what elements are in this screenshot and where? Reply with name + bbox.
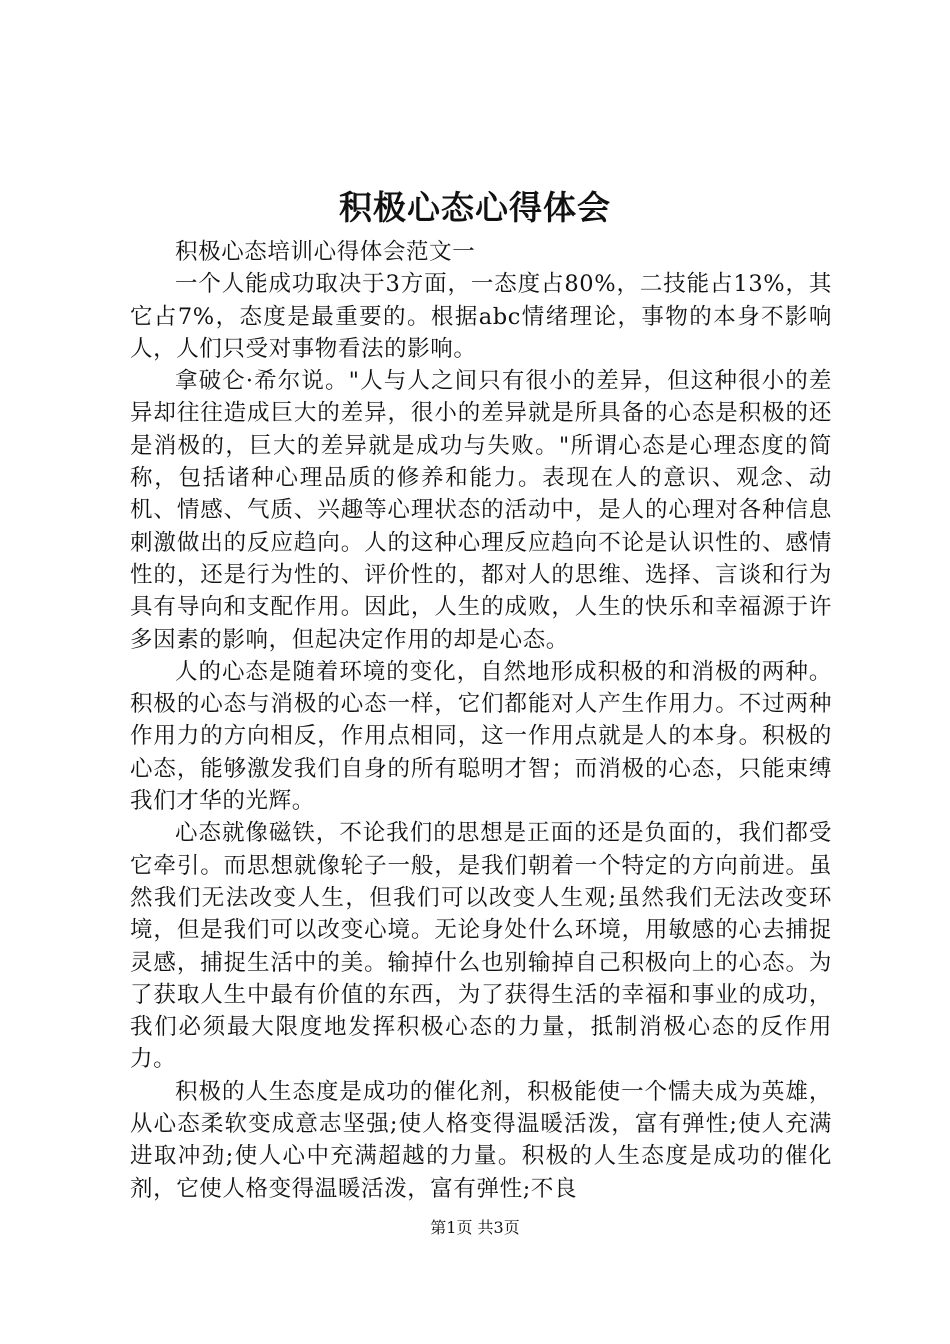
paragraph: 心态就像磁铁，不论我们的思想是正面的还是负面的，我们都受它牵引。而思想就像轮子一般，是我们朝着一个特定的方向前进。虽然我们无法改变人生，但我们可以改变人生观;虽然我们无法改变环境，但是我们可以改变心境。无论身处什么环境，用敏感的心去捕捉灵感，捕捉生活中的美。输掉什么也别输掉自己积极向上的心态。为了获取人生中最有价值的东西，为了获得生活的幸福和事业的成功，我们必须最大限度地发挥积极心态的力量，抵制消极心态的反作用力。: [130, 820, 832, 1073]
paragraph: 积极的人生态度是成功的催化剂，积极能使一个懦夫成为英雄，从心态柔软变成意志坚强;使人格变得温暖活泼，富有弹性;使人充满进取冲劲;使人心中充满超越的力量。积极的人生态度是成功的催化剂，它使人格变得温暖活泼，富有弹性;不良: [130, 1078, 832, 1202]
document-title: 积极心态心得体会: [339, 188, 611, 227]
paragraph-subtitle: 积极心态培训心得体会范文一: [175, 239, 476, 265]
page-number-footer: 第1页 共3页: [430, 1218, 520, 1237]
paragraph: 拿破仑·希尔说。"人与人之间只有很小的差异，但这种很小的差异却往往造成巨大的差异，很小的差异就是所具备的心态是积极的还是消极的，巨大的差异就是成功与失败。"所谓心态是心理态度的简称，包括诸种心理品质的修养和能力。表现在人的意识、观念、动机、情感、气质、兴趣等心理状态的活动中，是人的心理对各种信息刺激做出的反应趋向。人的这种心理反应趋向不论是认识性的、感情性的，还是行为性的、评价性的，都对人的思维、选择、言谈和行为具有导向和支配作用。因此，人生的成败，人生的快乐和幸福源于许多因素的影响，但起决定作用的却是心态。: [130, 368, 832, 653]
document-body: [130, 236, 832, 1205]
paragraph: 人的心态是随着环境的变化，自然地形成积极的和消极的两种。积极的心态与消极的心态一样，它们都能对人产生作用力。不过两种作用力的方向相反，作用点相同，这一作用点就是人的本身。积极的心态，能够激发我们自身的所有聪明才智；而消极的心态，只能束缚我们才华的光辉。: [130, 658, 832, 815]
paragraph: 一个人能成功取决于3方面，一态度占80%，二技能占13%，其它占7%，态度是最重要的。根据abc情绪理论，事物的本身不影响人，人们只受对事物看法的影响。: [130, 271, 832, 362]
